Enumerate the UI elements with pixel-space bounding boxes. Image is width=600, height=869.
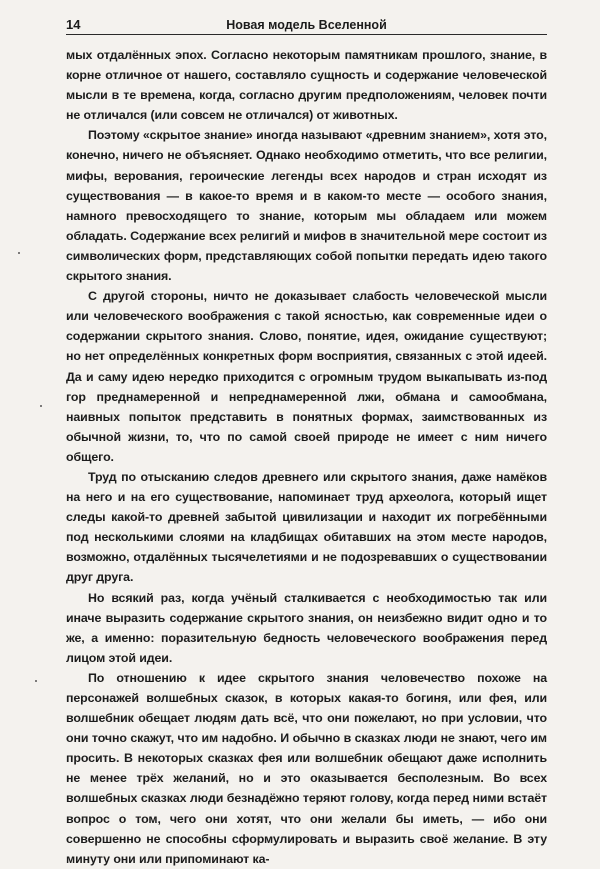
book-title: Новая модель Вселенной <box>226 18 387 32</box>
body-text <box>66 45 547 869</box>
scan-speck <box>35 680 37 682</box>
paragraph-2: Поэтому «скрытое знание» иногда называют «древним знанием», хотя это, конечно, ничего не объясняет. Однако необходимо отметить, что все религии, мифы, верования, героические легенды всех народов и стран исходят из существования — в какое-то время и в каком-то месте — особого знания, намного превосходящего то знание, которым мы обладаем или можем обладать. Содержание всех религий и мифов в значительной мере состоит из символических форм, представляющих собой попытки передать идею такого скрытого знания. <box>66 128 547 284</box>
paragraph-4: Труд по отысканию следов древнего или скрытого знания, даже намёков на него и на его существование, напоминает труд археолога, который ищет следы какой-то древней забытой цивилизации и находит их погребёнными под несколькими слоями на кладбищах обитавших на этом месте народов, возможно, отдалённых тысячелетиями и не подозревавших о существовании друг друга. <box>66 469 547 585</box>
scan-speck <box>40 405 42 407</box>
paragraph-3: С другой стороны, ничто не доказывает слабость человеческой мысли или человеческого воображения с такой ясностью, как современные идеи о содержании скрытого знания. Слово, понятие, идея, ожидание существуют; но нет определённых конкретных форм восприятия, связанных с этой идеей. Да и саму идею нередко приходится с огромным трудом выкапывать из-под гор преднамеренной и непреднамеренной лжи, обмана и самообмана, наивных попыток представить в понятных формах, заимствованных из обычной жизни, то, что по самой своей природе не имеет с ним ничего общего. <box>66 289 547 464</box>
paragraph-6: По отношению к идее скрытого знания человечество похоже на персонажей волшебных сказок, в которых какая-то богиня, или фея, или волшебник обещает людям дать всё, что они пожелают, но при условии, что они точно скажут, что им надобно. И обычно в сказках люди не знают, чего им просить. В некоторых сказках фея или волшебник обещают даже исполнить не менее трёх желаний, но и это оказывается бесполезным. Во всех волшебных сказках люди безнадёжно теряют голову, когда перед ними встаёт вопрос о том, чего они хотят, что они желали бы иметь, — ибо они совершенно не способны сформулировать и выразить своё желание. В эту минуту они или припоминают ка- <box>66 670 547 866</box>
scan-speck <box>18 252 20 254</box>
paragraph-5: Но всякий раз, когда учёный сталкивается с необходимостью так или иначе выразить содержание скрытого знания, он неизбежно видит одно и то же, а именно: поразительную бедность человеческого воображения перед лицом этой идеи. <box>66 590 547 665</box>
page-number: 14 <box>66 17 81 32</box>
paragraph-1: мых отдалённых эпох. Согласно некоторым памятникам прошлого, знание, в корне отличное от нашего, составляло сущность и содержание человеческой мысли в те времена, когда, согласно другим предположениям, человек почти не отличался (или совсем не отличался) от животных. <box>66 48 547 123</box>
running-header <box>66 10 547 35</box>
